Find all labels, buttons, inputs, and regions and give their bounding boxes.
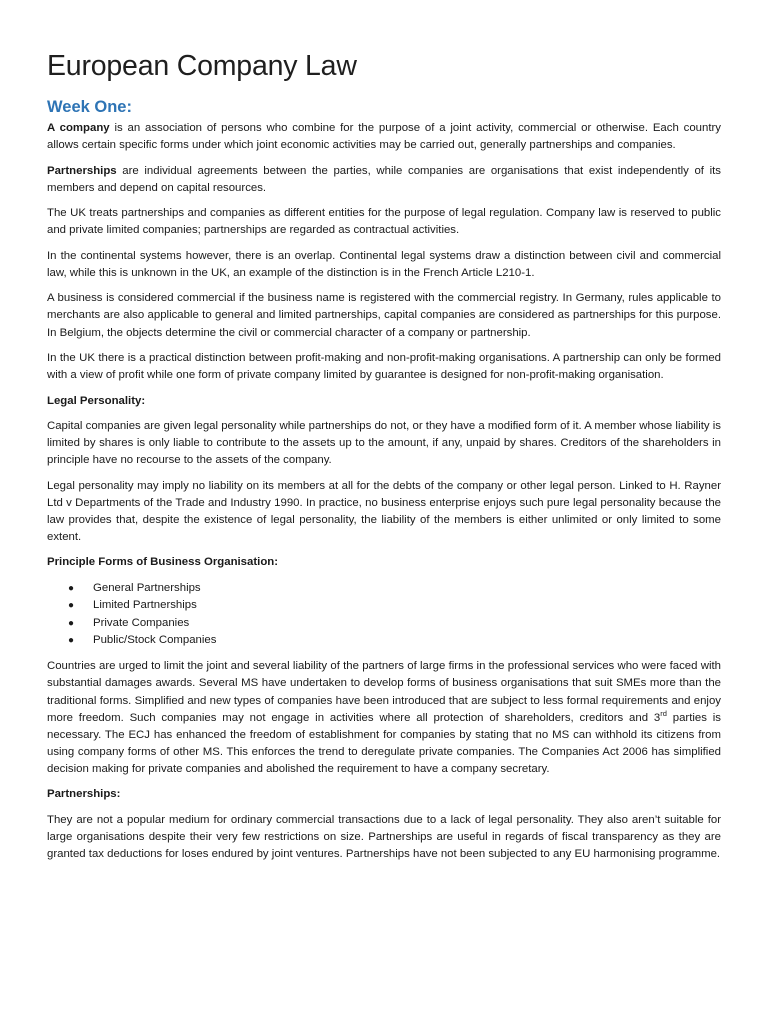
paragraph-text: parties is necessary. The ECJ has enhanced the freedom of establishment for companies by stating that no MS can withhold its citizens from using company forms of other MS. This enforces the trend to deregulate private companies. The Companies Act 2006 has simplified decision making for private companies and abolished the requirement to have a company secretary. [47,711,721,775]
document-subtitle: Week One: [47,98,132,116]
list-item-text: General Partnerships [93,581,201,594]
paragraph-commercial-business: A business is considered commercial if the business name is registered with the commercial registry. In Germany, rules applicable to merchants are also applicable to general and limited partnerships, capital companies are considered as partnerships for this purpose. In Belgium, the objects determine the civil or commercial character of a company or partnership. [47,292,721,339]
list-item-text: Limited Partnerships [93,599,197,612]
paragraph-lead-term: A company [47,122,110,134]
paragraph-text: are individual agreements between the parties, while companies are organisations that exist independently of its members and depend on capital resources. [47,164,721,194]
paragraph-legal-personality-liability: Legal personality may imply no liability on its members at all for the debts of the company or other legal person. Linked to H. Rayner Ltd v Departments of the Trade and Industry 1990. In practice, no business enterprise enjoys such pure legal personality because the law provides that, despite the existence of legal personality, the liability of the members is either unlimited or only limited to some extent. [47,479,721,543]
section-heading-partnerships: Partnerships: [47,788,121,801]
paragraph-partnerships-use: They are not a popular medium for ordinary commercial transactions due to a lack of legal personality. They also aren’t suitable for large organisations despite their very few restrictions on size. Partnerships are useful in regards of fiscal transparency as they are granted tax deductions for loses endured by joint ventures. Partnerships have not been subjected to any EU harmonising programme. [47,813,721,861]
document-page [47,48,721,872]
paragraph-lead-term: Partnerships [47,164,117,177]
bullet-icon: ● [68,582,75,594]
paragraph-uk-treatment: The UK treats partnerships and companies as different entities for the purpose of legal regulation. Company law is reserved to public and private limited companies; partnerships are regarded as contractual activities. [47,207,721,237]
superscript-ordinal: rd [660,708,667,718]
section-heading-legal-personality: Legal Personality: [47,394,146,407]
list-item [47,615,721,633]
bullet-icon: ● [68,617,75,629]
paragraph-uk-profit-distinction: In the UK there is a practical distinction between profit-making and non-profit-making organisations. A partnership can only be formed with a view of profit while one form of private company limited by guarantee is designed for non-profit-making organisation. [47,351,721,382]
bullet-icon: ● [68,635,75,647]
paragraph-capital-companies: Capital companies are given legal personality while partnerships do not, or they have a modified form of it. A member whose liability is limited by shares is only liable to contribute to the assets up to the amount, if any, unpaid by shares. Creditors of the shareholders in principle have no recourse to the assets of the company. [47,420,721,467]
paragraph-partnerships-definition [47,163,721,197]
paragraph-text: is an association of persons who combine for the purpose of a joint activity, commercial or otherwise. Each country allows certain specific forms under which joint economic activities may be carried out, generally partnerships and companies. [47,122,721,152]
list-item [47,597,721,615]
list-item [47,632,721,650]
paragraph-text: Countries are urged to limit the joint and several liability of the partners of large firms in the professional services who were faced with substantial damages awards. Several MS have undertaken to develop forms of business organisations that suit SMEs more than the traditional forms. Simplified and new types of companies have been introduced that are subject to less formal requirements and enjoy more freedom. Such companies may not engage in activities where all protection of shareholders, creditors and 3 [47,660,721,724]
paragraph-company-definition [47,120,721,154]
list-item-text: Private Companies [93,616,190,629]
paragraph-continental-systems: In the continental systems however, there is an overlap. Continental legal systems draw a distinction between civil and commercial law, while this is unknown in the UK, an example of the distinction is in the French Article L210-1. [47,249,721,279]
paragraph-liability-reforms [47,658,721,778]
document-title: European Company Law [47,50,357,82]
list-item [47,580,721,598]
section-heading-principle-forms: Principle Forms of Business Organisation: [47,556,279,569]
business-forms-list [47,580,721,650]
list-item-text: Public/Stock Companies [93,634,217,647]
bullet-icon: ● [68,600,75,612]
